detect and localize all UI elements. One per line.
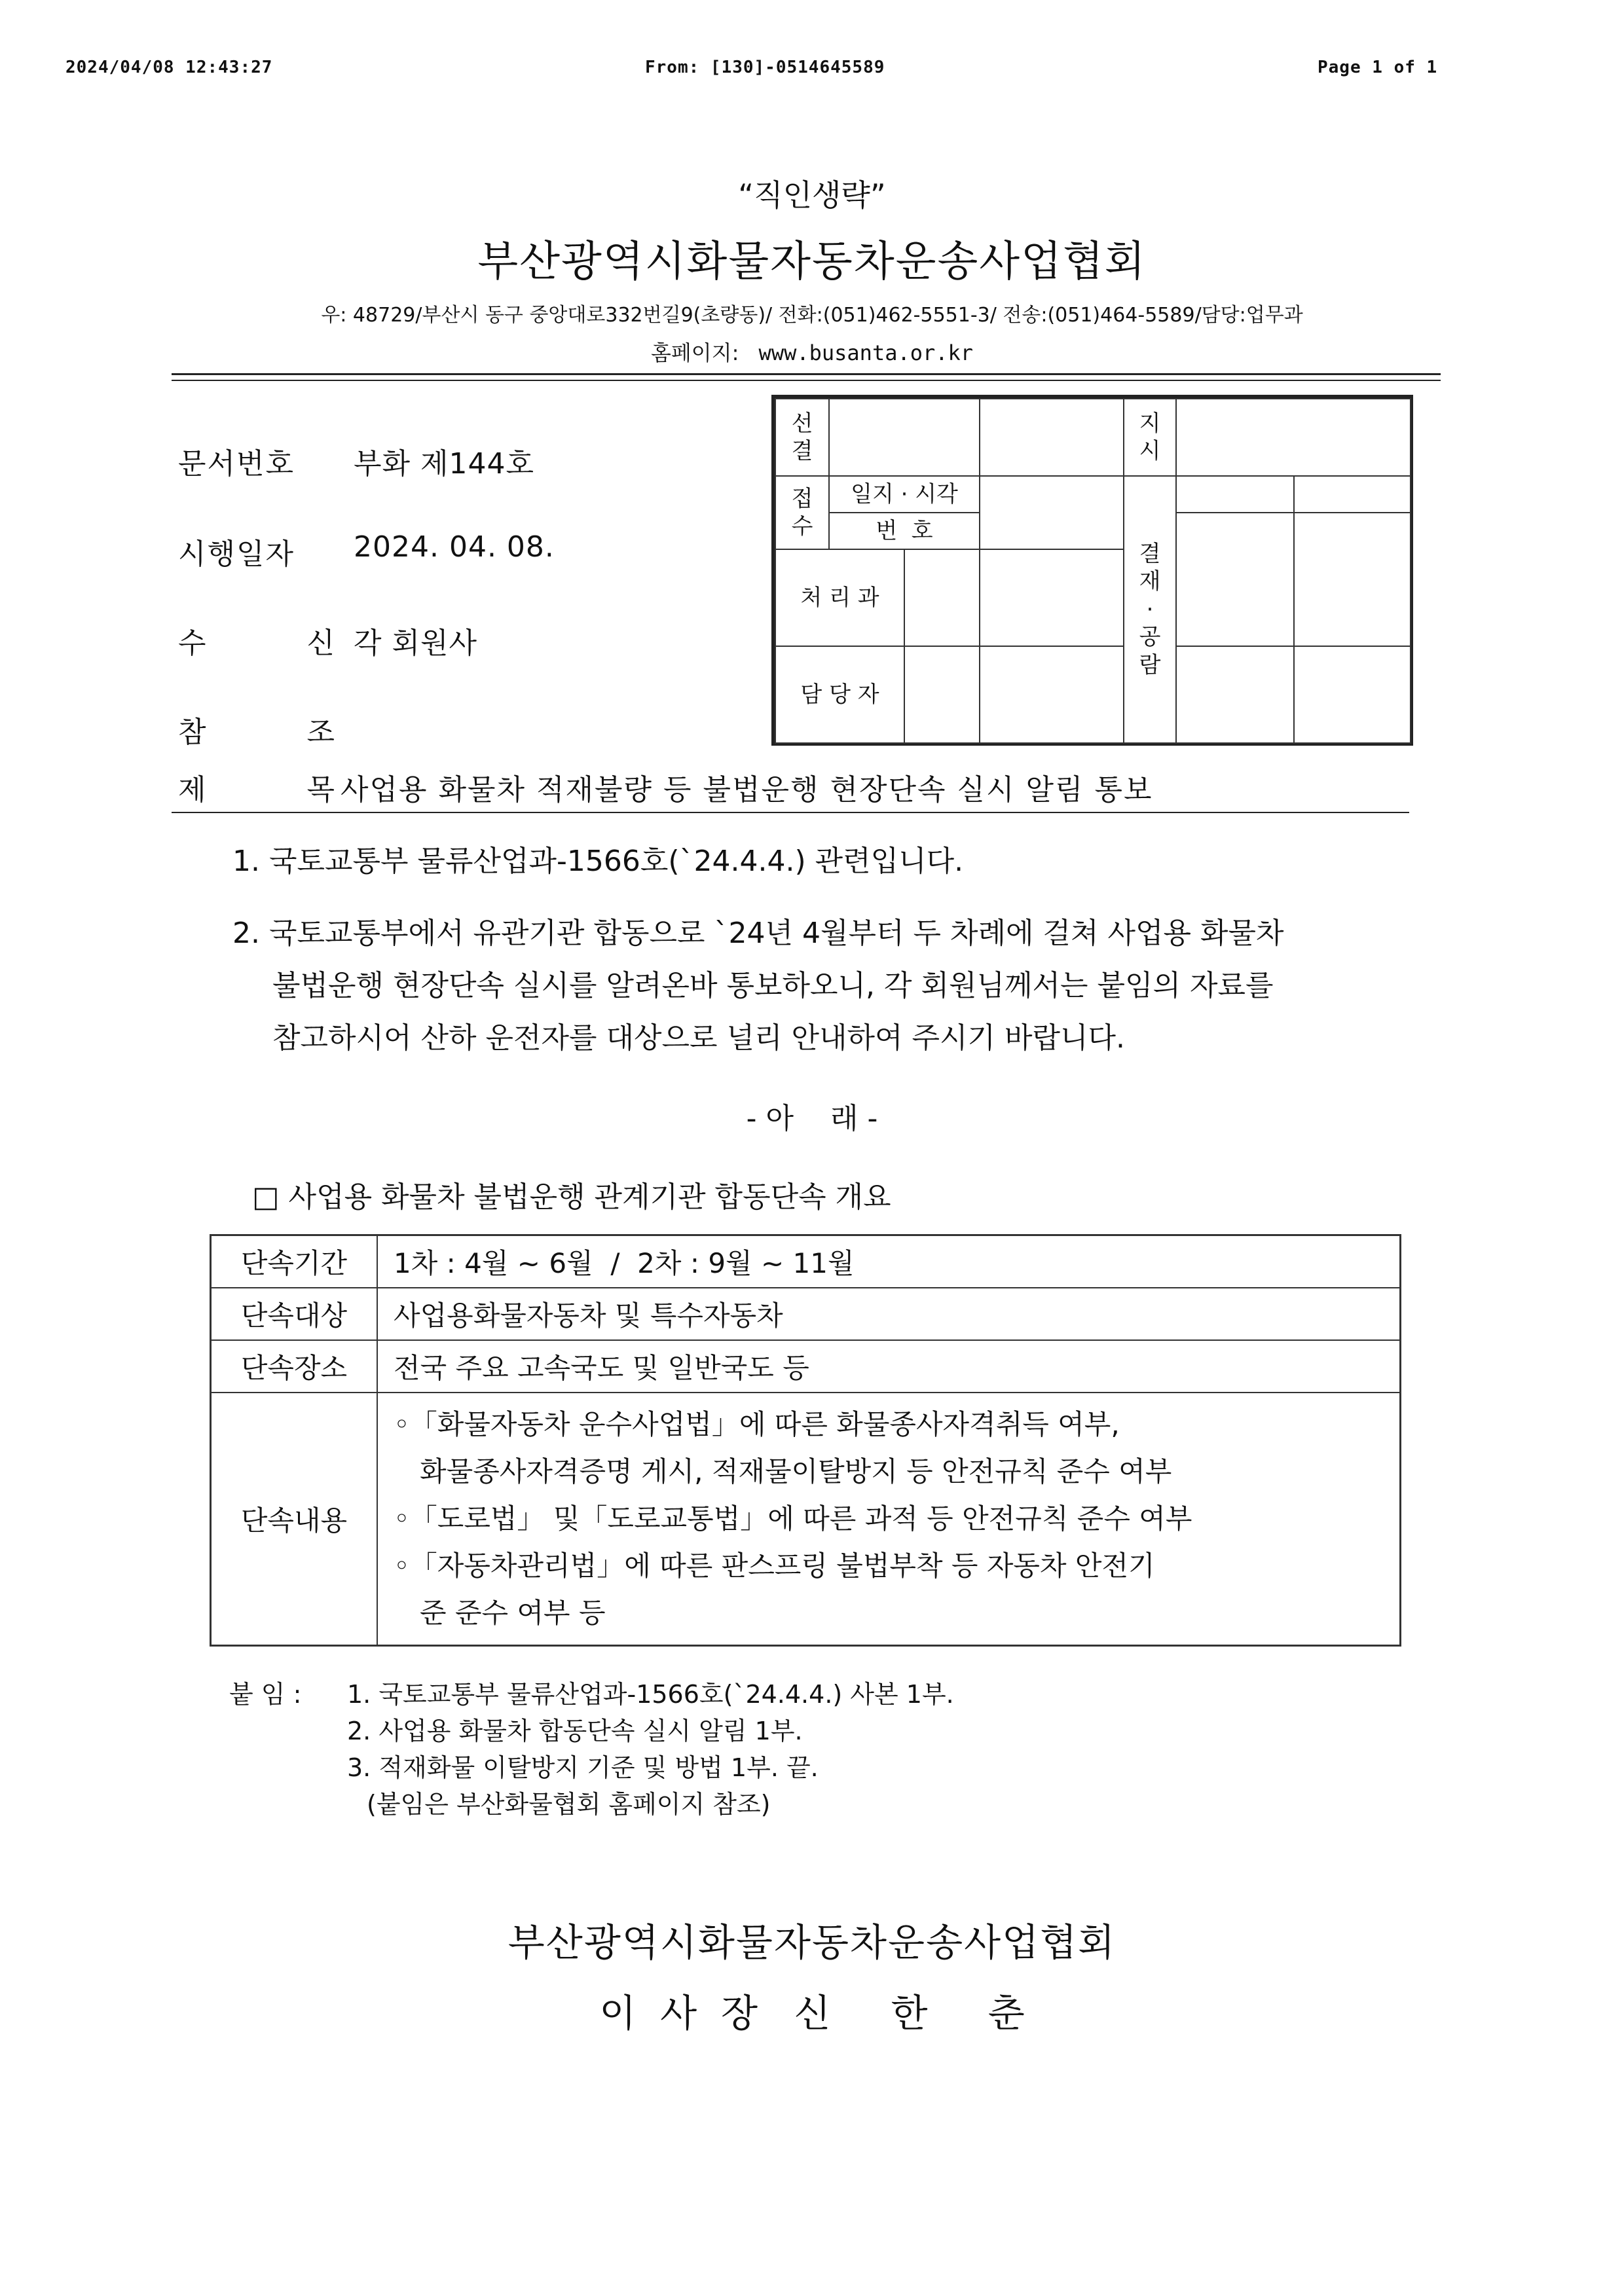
doc-no-value: 부화 제144호 [354, 447, 534, 481]
attachment-note: (붙임은 부산화물협회 홈페이지 참조) [367, 1790, 771, 1819]
seon-gyeol-label: 선 결 [775, 399, 829, 476]
content-item: ◦「도로법」 및「도로교통법」에 따른 과적 등 안전규칙 준수 여부 [394, 1502, 1192, 1535]
gyeoljae-cell-4[interactable] [1294, 513, 1411, 646]
attachment-item: 2. 사업용 화물차 합동단속 실시 알림 1부. [347, 1717, 803, 1745]
dept-cell-2[interactable] [980, 549, 1124, 646]
header-rule-top [172, 373, 1441, 375]
approval-box [771, 395, 1413, 746]
gyeoljae-cell-2[interactable] [1294, 476, 1411, 513]
target-label: 단속대상 [211, 1288, 378, 1340]
meta-rule [172, 812, 1409, 813]
content-item: ◦「자동차관리법」에 따른 판스프링 불법부착 등 자동차 안전기 [394, 1549, 1155, 1582]
paragraph-2-line-2: 불법운행 현장단속 실시를 알려온바 통보하오니, 각 회원님께서는 붙임의 자료를 [272, 969, 1274, 1002]
seon-gyeol-cell-2[interactable] [980, 399, 1124, 476]
dept-cell-1[interactable] [904, 549, 980, 646]
content-item: ◦「화물자동차 운수사업법」에 따른 화물종사자격취득 여부, [394, 1408, 1120, 1440]
period-value: 1차 : 4월 ~ 6월 / 2차 : 9월 ~ 11월 [377, 1235, 1401, 1288]
staff-cell-2[interactable] [980, 646, 1124, 743]
below-heading: - 아 래 - [746, 1102, 878, 1135]
jisi-cell[interactable] [1176, 399, 1411, 476]
dept-label: 처 리 과 [775, 549, 904, 646]
table-row [211, 1340, 1401, 1393]
paragraph-2-line-3: 참고하시어 산하 운전자를 대상으로 널리 안내하여 주시기 바랍니다. [272, 1021, 1125, 1055]
gyeoljae-gongram-label: 결 재 · 공 람 [1124, 476, 1176, 743]
doc-no-label: 문서번호 [178, 447, 295, 481]
date-value: 2024. 04. 08. [354, 530, 555, 564]
subject-value: 사업용 화물차 적재불량 등 불법운행 현장단속 실시 알림 통보 [341, 773, 1153, 807]
summary-heading: □ 사업용 화물차 불법운행 관계기관 합동단속 개요 [252, 1180, 891, 1214]
period-label: 단속기간 [211, 1235, 378, 1288]
paragraph-1: 1. 국토교통부 물류산업과-1566호(`24.4.4.) 관련입니다. [232, 845, 964, 878]
homepage-link[interactable]: www.busanta.or.kr [758, 340, 974, 365]
homepage-label: 홈페이지: [650, 340, 739, 365]
subject-label: 제 목 [178, 773, 336, 807]
location-label: 단속장소 [211, 1340, 378, 1393]
fax-from: From: [130]-0514645589 [645, 58, 885, 77]
paragraph-2-line-1: 2. 국토교통부에서 유관기관 합동으로 `24년 4월부터 두 차례에 걸쳐 사업용 화물차 [232, 917, 1284, 950]
ref-label: 참 조 [178, 716, 336, 749]
recipient-value: 각 회원사 [354, 627, 478, 660]
content-label: 단속내용 [211, 1393, 378, 1646]
target-value: 사업용화물자동차 및 특수자동차 [377, 1288, 1401, 1340]
attachments-label: 붙 임 : [229, 1680, 302, 1709]
recipient-label: 수 신 [178, 627, 336, 660]
gyeoljae-cell-6[interactable] [1294, 646, 1411, 743]
content-item: 화물종사자격증명 게시, 적재물이탈방지 등 안전규칙 준수 여부 [394, 1455, 1172, 1487]
address-line: 우: 48729/부산시 동구 중앙대로332번길9(초량동)/ 전화:(051)462-5551-3/ 전송:(051)464-5589/담당:업무과 [321, 304, 1303, 327]
summary-table [210, 1234, 1401, 1647]
org-name: 부산광역시화물자동차운송사업협회 [477, 238, 1147, 286]
gyeoljae-cell-5[interactable] [1176, 646, 1294, 743]
homepage-line [0, 337, 1624, 367]
jeopsu-blank[interactable] [980, 476, 1124, 549]
content-item: 준 준수 여부 등 [394, 1596, 606, 1629]
attachment-item: 1. 국토교통부 물류산업과-1566호(`24.4.4.) 사본 1부. [347, 1680, 954, 1709]
number-label: 번 호 [829, 513, 980, 549]
gyeoljae-cell-1[interactable] [1176, 476, 1294, 513]
footer-org-name: 부산광역시화물자동차운송사업협회 [507, 1920, 1116, 1965]
seal-omitted-note: “직인생략” [738, 177, 886, 213]
table-row [211, 1288, 1401, 1340]
jisi-label: 지 시 [1124, 399, 1176, 476]
seon-gyeol-cell-1[interactable] [829, 399, 980, 476]
location-value: 전국 주요 고속국도 및 일반국도 등 [377, 1340, 1401, 1393]
attachment-item: 3. 적재화물 이탈방지 기준 및 방법 1부. 끝. [347, 1753, 819, 1782]
header-rule-bottom [172, 380, 1441, 381]
date-label: 시행일자 [178, 538, 295, 571]
datetime-label: 일지 · 시각 [829, 476, 980, 513]
staff-cell-1[interactable] [904, 646, 980, 743]
gyeoljae-cell-3[interactable] [1176, 513, 1294, 646]
fax-datetime: 2024/04/08 12:43:27 [65, 58, 273, 77]
content-cell [377, 1393, 1401, 1646]
table-row [211, 1393, 1401, 1646]
fax-page: Page 1 of 1 [1318, 58, 1438, 77]
footer-signer: 이 사 장 신 한 춘 [599, 1991, 1025, 2035]
table-row [211, 1235, 1401, 1288]
staff-label: 담 당 자 [775, 646, 904, 743]
jeopsu-label: 접 수 [775, 476, 829, 549]
